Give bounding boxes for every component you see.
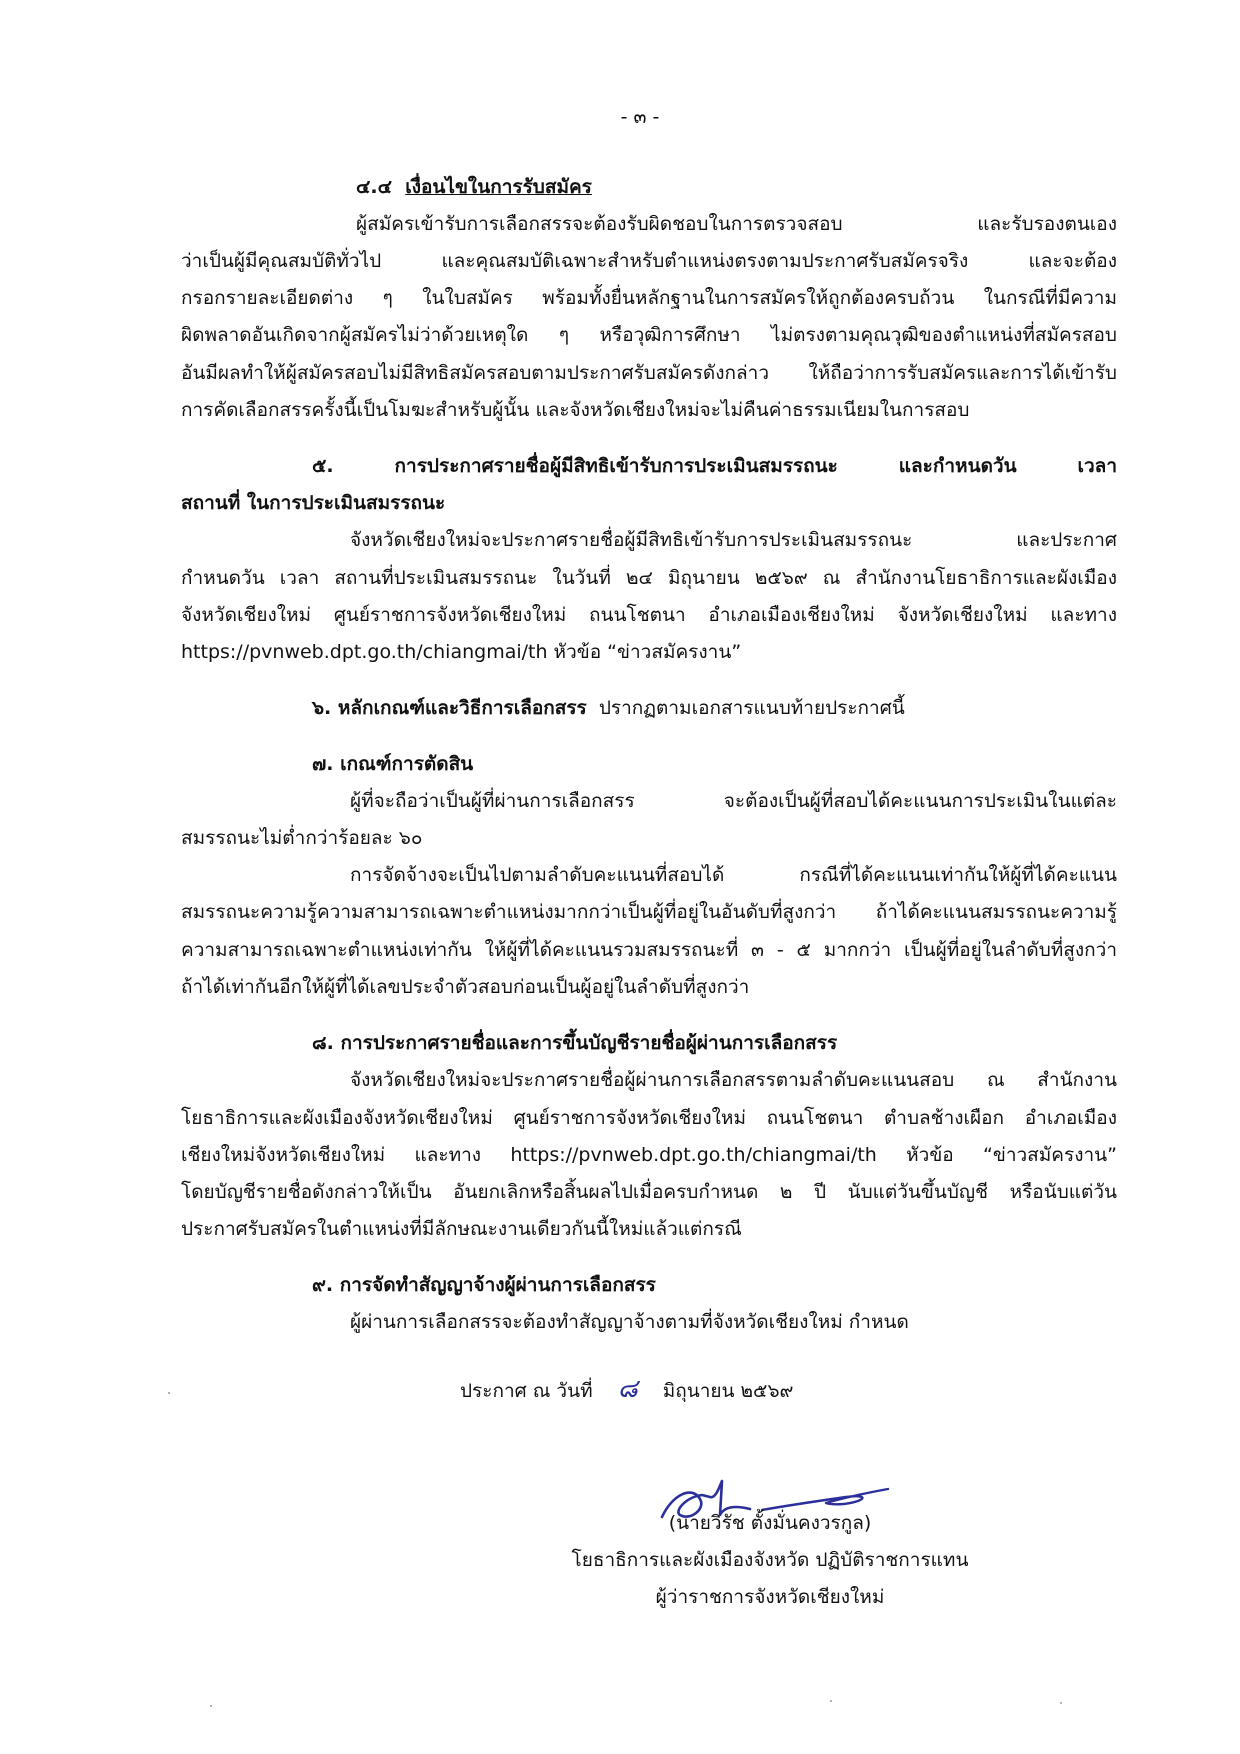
section-4-4-line: กรอกรายละเอียดต่าง ๆ ในใบสมัคร พร้อมทั้งยื่นหลักฐานในการสมัครให้ถูกต้องครบถ้วน ในกรณีที่มีความ <box>181 287 1117 309</box>
section-8-line: โดยบัญชีรายชื่อดังกล่าวให้เป็น อันยกเลิกหรือสิ้นผลไปเมื่อครบกำหนด ๒ ปี นับแต่วันขึ้นบัญชี หรือนับแต่วัน <box>181 1181 1117 1203</box>
section-8-line: ประกาศรับสมัครในตำแหน่งที่มีลักษณะงานเดียวกันนี้ใหม่แล้วแต่กรณี <box>181 1218 742 1240</box>
section-7-line: ผู้ที่จะถือว่าเป็นผู้ที่ผ่านการเลือกสรร จะต้องเป็นผู้ที่สอบได้คะแนนการประเมินในแต่ละ <box>350 790 1117 812</box>
section-7-line: ถ้าได้เท่ากันอีกให้ผู้ที่ได้เลขประจำตัวสอบก่อนเป็นผู้อยู่ในลำดับที่สูงกว่า <box>181 976 750 998</box>
scan-speck <box>1060 1702 1062 1704</box>
signatory-title: โยธาธิการและผังเมืองจังหวัด ปฏิบัติราชการแทน <box>571 1549 969 1571</box>
section-9-text: ผู้ผ่านการเลือกสรรจะต้องทำสัญญาจ้างตามที่จังหวัดเชียงใหม่ กำหนด <box>350 1311 909 1333</box>
section-4-4-title: เงื่อนไขในการรับสมัคร <box>405 176 592 198</box>
section-7-line: ความสามารถเฉพาะตำแหน่งเท่ากัน ให้ผู้ที่ได้คะแนนรวมสมรรถนะที่ ๓ - ๕ มากกว่า เป็นผู้ที่อยู่ในลำดับที่สูงกว่า <box>181 939 1117 961</box>
announcement-day: ๘ <box>617 1374 638 1404</box>
announcement-prefix: ประกาศ ณ วันที่ <box>460 1380 593 1402</box>
section-4-4-line: อันมีผลทำให้ผู้สมัครสอบไม่มีสิทธิสมัครสอบตามประกาศรับสมัครดังกล่าว ให้ถือว่าการรับสมัครและการได้เข้ารับ <box>181 362 1117 384</box>
section-8-heading: ๘. การประกาศรายชื่อและการขึ้นบัญชีรายชื่อผู้ผ่านการเลือกสรร <box>312 1032 838 1054</box>
section-7-line: สมรรถนะความรู้ความสามารถเฉพาะตำแหน่งมากกว่าเป็นผู้ที่อยู่ในอันดับที่สูงกว่า ถ้าได้คะแนนสมรรถนะความรู้ <box>181 901 1117 923</box>
section-6-text: ปรากฏตามเอกสารแนบท้ายประกาศนี้ <box>598 697 905 719</box>
announcement-month-year: มิถุนายน ๒๕๖๙ <box>662 1380 794 1402</box>
signatory-title-cont: ผู้ว่าราชการจังหวัดเชียงใหม่ <box>655 1586 885 1608</box>
section-7-line: สมรรถนะไม่ต่ำกว่าร้อยละ ๖๐ <box>181 827 423 849</box>
section-6 <box>312 693 905 723</box>
section-8-line: จังหวัดเชียงใหม่จะประกาศรายชื่อผู้ผ่านการเลือกสรรตามลำดับคะแนนสอบ ณ สำนักงาน <box>350 1069 1117 1091</box>
section-5-line: จังหวัดเชียงใหม่จะประกาศรายชื่อผู้มีสิทธิเข้ารับการประเมินสมรรถนะ และประกาศ <box>350 529 1117 551</box>
section-4-4-heading <box>356 172 592 202</box>
section-7-heading: ๗. เกณฑ์การตัดสิน <box>312 753 474 775</box>
section-4-4-line: ผิดพลาดอันเกิดจากผู้สมัครไม่ว่าด้วยเหตุใด ๆ หรือวุฒิการศึกษา ไม่ตรงตามคุณวุฒิของตำแหน่งที่สมัครสอบ <box>181 324 1117 346</box>
signatory-name: (นายวิรัช ตั้งมั่นคงวรกูล) <box>668 1512 872 1534</box>
section-4-4-number: ๔.๔ <box>356 176 392 198</box>
section-5-heading: ๕. การประกาศรายชื่อผู้มีสิทธิเข้ารับการประเมินสมรรถนะ และกำหนดวัน เวลา <box>312 455 1117 477</box>
section-8-line: โยธาธิการและผังเมืองจังหวัดเชียงใหม่ ศูนย์ราชการจังหวัดเชียงใหม่ ถนนโชตนา ตำบลช้างเผือก อำเภอเมือง <box>181 1107 1117 1129</box>
section-4-4-line: ผู้สมัครเข้ารับการเลือกสรรจะต้องรับผิดชอบในการตรวจสอบ และรับรองตนเอง <box>356 213 1117 235</box>
section-5-line: กำหนดวัน เวลา สถานที่ประเมินสมรรถนะ ในวันที่ ๒๔ มิถุนายน ๒๕๖๙ ณ สำนักงานโยธาธิการและผังเมือง <box>181 567 1117 589</box>
scan-speck <box>830 1700 832 1702</box>
announcement-date <box>460 1374 793 1406</box>
section-8-line: เชียงใหม่จังหวัดเชียงใหม่ และทาง https://pvnweb.dpt.go.th/chiangmai/th หัวข้อ “ข่าวสมัครงาน” <box>181 1144 1117 1166</box>
section-6-heading: ๖. หลักเกณฑ์และวิธีการเลือกสรร <box>312 697 587 719</box>
section-9-heading: ๙. การจัดทำสัญญาจ้างผู้ผ่านการเลือกสรร <box>312 1274 656 1296</box>
scan-speck <box>210 1705 212 1707</box>
section-4-4-line: การคัดเลือกสรรครั้งนี้เป็นโมฆะสำหรับผู้นั้น และจังหวัดเชียงใหม่จะไม่คืนค่าธรรมเนียมในการสอบ <box>181 399 970 421</box>
section-7-line: การจัดจ้างจะเป็นไปตามลำดับคะแนนที่สอบได้ กรณีที่ได้คะแนนเท่ากันให้ผู้ที่ได้คะแนน <box>350 864 1117 886</box>
section-4-4-line: ว่าเป็นผู้มีคุณสมบัติทั่วไป และคุณสมบัติเฉพาะสำหรับตำแหน่งตรงตามประกาศรับสมัครจริง และจะต้อง <box>181 250 1117 272</box>
scan-speck <box>168 1392 170 1394</box>
page-number: - ๓ - <box>620 106 660 128</box>
section-5-heading-cont: สถานที่ ในการประเมินสมรรถนะ <box>181 492 446 514</box>
section-5-line: https://pvnweb.dpt.go.th/chiangmai/th หัวข้อ “ข่าวสมัครงาน” <box>181 641 742 663</box>
section-5-line: จังหวัดเชียงใหม่ ศูนย์ราชการจังหวัดเชียงใหม่ ถนนโชตนา อำเภอเมืองเชียงใหม่ จังหวัดเชียงใหม่ และทาง <box>181 604 1117 626</box>
